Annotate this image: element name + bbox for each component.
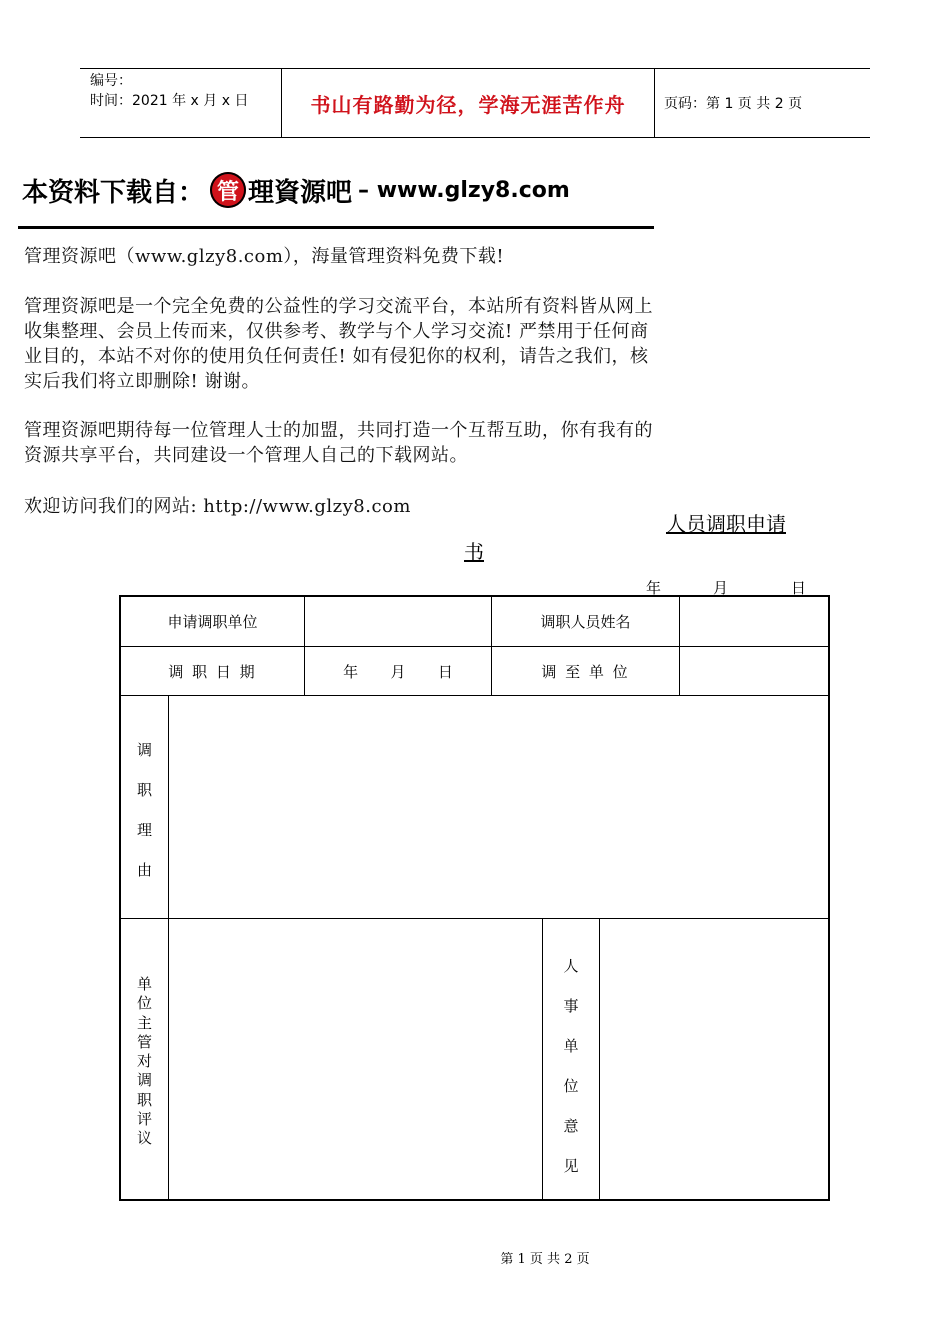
reason-char: 理 xyxy=(136,821,152,839)
hr-char: 意 xyxy=(563,1117,579,1135)
intro-paragraph-2: 管理资源吧是一个完全免费的公益性的学习交流平台，本站所有资料皆从网上收集整理、会员上传而来，仅供参考、教学与个人学习交流! 严禁用于任何商业目的，本站不对你的使用负任何责任! 如有侵犯你的权利，请告之我们，核实后我们将立即删除! 谢谢。 xyxy=(24,296,653,392)
transfer-date-year: 年 xyxy=(343,662,359,681)
intro-paragraph-1: 管理资源吧（www.glzy8.com），海量管理资料免费下载! xyxy=(24,246,505,267)
supervisor-char: 评 xyxy=(136,1110,152,1129)
time-label: 时间：2021 年 x 月 x 日 xyxy=(90,93,249,109)
page-footer xyxy=(0,1248,950,1267)
supervisor-comment-field[interactable] xyxy=(169,919,542,1199)
target-unit-field[interactable] xyxy=(680,647,828,695)
hr-char: 见 xyxy=(563,1157,579,1175)
target-unit-label: 调 至 单 位 xyxy=(541,662,630,681)
apply-unit-label: 申请调职单位 xyxy=(167,613,258,631)
hr-opinion-label xyxy=(543,955,599,1176)
supervisor-char: 对 xyxy=(136,1052,152,1071)
number-label: 编号： xyxy=(90,73,132,89)
transfer-date-label: 调 职 日 期 xyxy=(168,662,257,681)
reason-char: 职 xyxy=(136,781,152,799)
download-banner xyxy=(22,168,570,212)
supervisor-char: 职 xyxy=(136,1090,152,1109)
logo-icon: 管 xyxy=(210,172,246,208)
form-title: 人员调职申请 xyxy=(666,512,786,536)
transfer-date-field[interactable] xyxy=(305,647,491,695)
date-month: 月 xyxy=(713,579,729,597)
intro-paragraph-4[interactable]: 欢迎访问我们的网站: http://www.glzy8.com xyxy=(24,496,411,517)
hr-opinion-field[interactable] xyxy=(600,919,828,1199)
transfer-form xyxy=(119,595,830,1201)
header-meta xyxy=(90,71,248,111)
reason-char: 由 xyxy=(136,861,152,879)
banner-rule xyxy=(18,226,654,229)
document-header xyxy=(80,68,870,138)
form-title-continued: 书 xyxy=(464,540,484,564)
supervisor-char: 单 xyxy=(136,975,152,993)
header-divider xyxy=(654,69,655,137)
hr-char: 事 xyxy=(563,997,579,1015)
banner-url[interactable]: – www.glzy8.com xyxy=(358,177,570,203)
banner-brand: 理資源吧 xyxy=(248,177,353,208)
transfer-date-day: 日 xyxy=(437,662,453,681)
supervisor-char: 管 xyxy=(136,1032,152,1051)
transfer-date-month: 月 xyxy=(390,662,406,681)
date-year: 年 xyxy=(646,579,662,597)
reason-field[interactable] xyxy=(169,696,828,918)
hr-char: 人 xyxy=(563,957,579,975)
header-motto: 书山有路勤为径，学海无涯苦作舟 xyxy=(310,92,626,117)
hr-char: 位 xyxy=(563,1077,579,1095)
banner-prefix: 本资料下载自： xyxy=(22,177,205,208)
person-name-field[interactable] xyxy=(680,597,828,646)
supervisor-char: 调 xyxy=(136,1071,152,1090)
person-name-label: 调职人员姓名 xyxy=(540,613,631,631)
intro-paragraph-3: 管理资源吧期待每一位管理人士的加盟，共同打造一个互帮互助，你有我有的资源共享平台，共同建设一个管理人自己的下载网站。 xyxy=(24,420,653,466)
reason-char: 调 xyxy=(136,741,152,759)
supervisor-char: 议 xyxy=(136,1129,152,1148)
supervisor-comment-label xyxy=(121,975,168,1149)
supervisor-char: 位 xyxy=(136,994,152,1013)
supervisor-char: 主 xyxy=(136,1013,152,1032)
footer-page-number: 第 1 页 共 2 页 xyxy=(500,1252,590,1267)
date-day: 日 xyxy=(791,579,807,597)
reason-label xyxy=(121,739,168,880)
hr-char: 单 xyxy=(563,1037,579,1055)
header-page-label: 页码：第 1 页 共 2 页 xyxy=(664,96,803,112)
apply-unit-field[interactable] xyxy=(305,597,491,646)
